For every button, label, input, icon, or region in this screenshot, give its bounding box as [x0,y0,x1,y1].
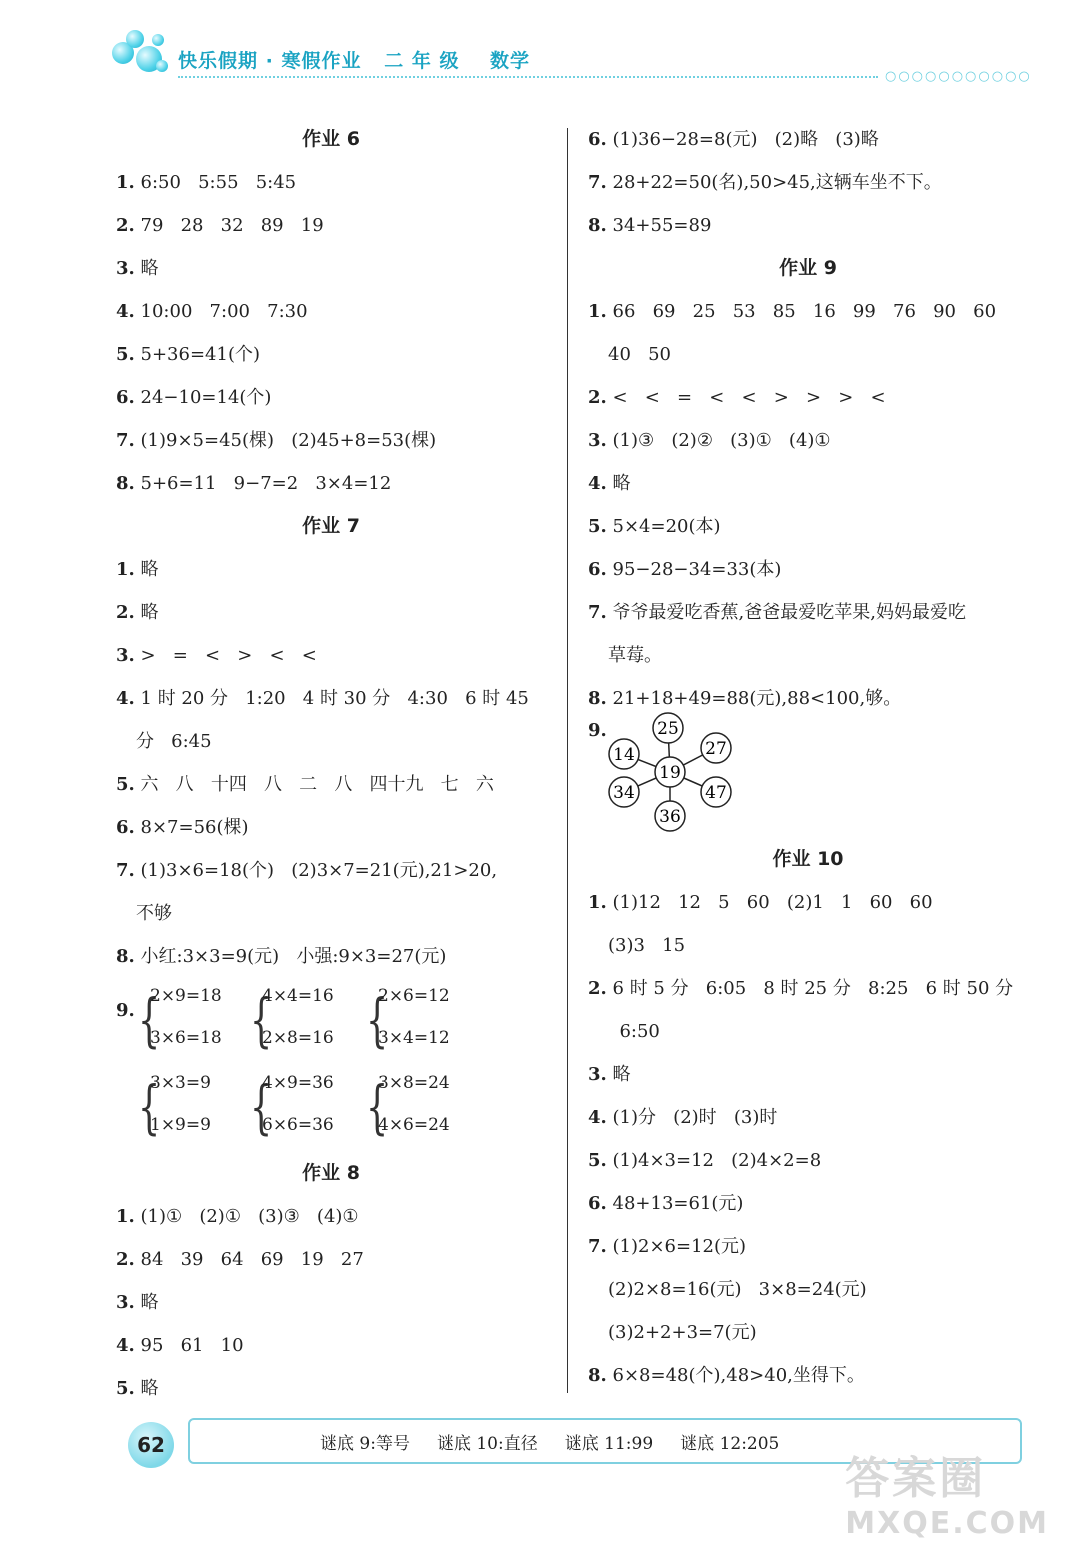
answer-line [588,505,1028,548]
answer-text: 8×7=56(棵) [134,817,249,838]
answer-line [116,677,546,720]
question-number: 9. [116,1000,135,1021]
section-heading: 作业 7 [302,515,360,537]
question-number: 4. [116,301,135,322]
question-number: 7. [588,1236,607,1257]
answer-line [116,591,546,634]
question-number: 1. [588,301,607,322]
answer-line [588,881,1028,924]
question-number: 5. [116,1378,135,1399]
answer-text: 爷爷最爱吃香蕉,爸爸最爱吃苹果,妈妈最爱吃 [606,602,966,623]
question-number: 7. [588,602,607,623]
answer-line [588,548,1028,591]
question-number: 6. [588,559,607,580]
answer-line [588,1096,1028,1139]
answer-text: 略 [134,559,159,580]
answer-text: (1)12 12 5 60 (2)1 1 60 60 [606,892,933,913]
question-number: 6. [588,129,607,150]
answer-line [116,720,546,763]
watermark-logo: 答案圈 MXQE.COM [845,1453,1049,1541]
answer-text: 不够 [136,903,172,924]
column-divider [567,128,568,1393]
answer-text: 34+55=89 [606,215,712,236]
question-number: 4. [588,1107,607,1128]
question-number: 3. [116,258,135,279]
answer-line [588,1182,1028,1225]
answer-text: (1)① (2)① (3)③ (4)① [134,1206,359,1227]
section-heading: 作业 6 [302,128,360,150]
answer-line [116,290,546,333]
answer-text: (2)2×8=16(元) 3×8=24(元) [608,1279,867,1300]
answer-text: (1)36−28=8(元) (2)略 (3)略 [606,129,879,150]
answer-text: 6×8=48(个),48>40,坐得下。 [606,1365,865,1386]
star-node-value: 27 [705,739,727,759]
answer-line [116,419,546,462]
answer-text: 1 时 20 分 1:20 4 时 30 分 4:30 6 时 45 [134,688,529,709]
question-number: 1. [116,1206,135,1227]
question-number: 5. [116,774,135,795]
brace-glyph: { [250,986,273,1054]
header-dots: ○○○○○○○○○○○ [885,69,1032,84]
answer-text: 略 [134,1378,159,1399]
answer-text: 95 61 10 [134,1335,244,1356]
section-heading: 作业 8 [302,1162,360,1184]
answer-text: 草莓。 [608,645,662,666]
answer-line [588,1311,1028,1354]
answer-text: (3)2+2+3=7(元) [608,1322,757,1343]
answer-line [588,462,1028,505]
answer-text: > = < > < < [134,645,317,666]
answer-text: 5×4=20(本) [606,516,721,537]
answer-line [588,967,1028,1010]
answer-text: 40 50 [608,344,671,365]
question-number: 6. [116,817,135,838]
brace-pair [366,978,476,1065]
answer-line [588,1053,1028,1096]
answer-text: 分 6:45 [136,731,212,752]
answer-line [588,290,1028,333]
answer-text: (1)3×6=18(个) (2)3×7=21(元),21>20, [134,860,498,881]
answer-text: 略 [134,1292,159,1313]
answer-line [588,924,1028,967]
answer-text: (1)4×3=12 (2)4×2=8 [606,1150,822,1171]
answer-text: 10:00 7:00 7:30 [134,301,308,322]
question-number: 2. [116,1249,135,1270]
answer-text: (1)分 (2)时 (3)时 [606,1107,778,1128]
answer-line [116,935,546,978]
equation: 4×4=16 [262,986,334,1006]
answer-line [116,204,546,247]
question-number: 1. [116,559,135,580]
answer-text: 66 69 25 53 85 16 99 76 90 60 [606,301,997,322]
answer-text: < < = < < > > > < [606,387,886,408]
answer-line [588,118,1028,161]
question-number: 8. [588,1365,607,1386]
answer-text: 79 28 32 89 19 [134,215,324,236]
brace-glyph: { [366,986,389,1054]
answer-text: 48+13=61(元) [606,1193,744,1214]
equation: 3×6=18 [150,1028,222,1048]
left-column [116,118,546,1410]
header-title: 快乐假期 · 寒假作业 二 年 级 数学 [178,50,530,72]
answer-line [588,161,1028,204]
question-number: 1. [588,892,607,913]
star-node-value: 25 [657,719,679,739]
brace-glyph: { [366,1073,389,1141]
star-node-value: 36 [659,807,681,827]
question-number: 3. [588,1064,607,1085]
star-node-value: 34 [613,783,635,803]
answer-line [588,1268,1028,1311]
section-heading: 作业 9 [779,257,837,279]
equation: 4×6=24 [378,1115,450,1135]
star-node-value: 19 [659,763,681,783]
answer-text: (1)9×5=45(棵) (2)45+8=53(棵) [134,430,437,451]
answer-line [588,591,1028,634]
equation: 3×4=12 [378,1028,450,1048]
star-node-value: 14 [613,745,635,765]
equation: 4×9=36 [262,1073,334,1093]
equation: 6×6=36 [262,1115,334,1135]
answer-line [116,462,546,505]
equation-group [116,1065,546,1152]
star-node-value: 47 [705,783,727,803]
question-number: 8. [588,688,607,709]
equation: 1×9=9 [150,1115,211,1135]
equation: 3×3=9 [150,1073,211,1093]
answer-text: (1)③ (2)② (3)① (4)① [606,430,831,451]
question-number: 6. [116,387,135,408]
question-number: 5. [116,344,135,365]
question-number: 1. [116,172,135,193]
answer-line [116,247,546,290]
question-number: 4. [588,473,607,494]
equation: 2×9=18 [150,986,222,1006]
answer-line [116,849,546,892]
answer-line [116,806,546,849]
answer-text: (1)2×6=12(元) [606,1236,747,1257]
answer-line [116,763,546,806]
question-number: 2. [588,978,607,999]
header-divider [178,76,878,78]
answer-text: 6 时 5 分 6:05 8 时 25 分 8:25 6 时 50 分 [606,978,1014,999]
answer-line [116,1195,546,1238]
answer-line [116,333,546,376]
answer-text: 六 八 十四 八 二 八 四十九 七 六 [134,774,494,795]
brace-glyph: { [250,1073,273,1141]
page-footer [0,1400,1079,1541]
answer-line [588,376,1028,419]
answer-line [588,634,1028,677]
brace-pair [138,978,248,1065]
answer-text: 略 [606,473,631,494]
answer-line [116,376,546,419]
answer-text: 小红:3×3=9(元) 小强:9×3=27(元) [134,946,447,967]
question-number: 4. [116,1335,135,1356]
equation: 2×8=16 [262,1028,334,1048]
answer-text: 5+6=11 9−7=2 3×4=12 [134,473,392,494]
question-number: 8. [588,215,607,236]
answer-line [116,1238,546,1281]
answer-text: 略 [134,258,159,279]
answer-line [588,204,1028,247]
answer-line [588,1139,1028,1182]
answer-text: 21+18+49=88(元),88<100,够。 [606,688,902,709]
brace-pair [250,1065,360,1152]
equation-group [116,978,546,1065]
answer-line [116,548,546,591]
answer-text: 28+22=50(名),50>45,这辆车坐不下。 [606,172,942,193]
page-header [0,0,1079,95]
equation: 3×8=24 [378,1073,450,1093]
answer-text: 6:50 5:55 5:45 [134,172,297,193]
question-number: 7. [116,430,135,451]
question-number: 5. [588,1150,607,1171]
answer-text: 95−28−34=33(本) [606,559,782,580]
brace-pair [250,978,360,1065]
answer-line [116,634,546,677]
question-number: 3. [588,430,607,451]
answer-text: 24−10=14(个) [134,387,272,408]
answer-text: 5+36=41(个) [134,344,260,365]
equation: 2×6=12 [378,986,450,1006]
answer-line [116,161,546,204]
answer-text: 84 39 64 69 19 27 [134,1249,364,1270]
question-number: 8. [116,473,135,494]
page-number: 62 [128,1422,174,1468]
answer-line [116,1324,546,1367]
answer-line [588,1354,1028,1397]
question-number: 3. [116,1292,135,1313]
question-number: 8. [116,946,135,967]
answer-line [116,892,546,935]
question-number: 9. [588,720,607,741]
answer-line [588,333,1028,376]
answer-line [588,1225,1028,1268]
question-number: 5. [588,516,607,537]
right-column [588,118,1028,1397]
section-heading: 作业 10 [772,848,844,870]
question-number: 2. [588,387,607,408]
question-number: 3. [116,645,135,666]
answer-line [588,419,1028,462]
answer-line [588,1010,1028,1053]
question-number: 2. [116,602,135,623]
answer-text: 略 [606,1064,631,1085]
brace-pair [366,1065,476,1152]
question-number: 7. [116,860,135,881]
question-number: 6. [588,1193,607,1214]
number-star-diagram [588,720,1028,838]
answer-text: 6:50 [608,1021,660,1042]
question-number: 4. [116,688,135,709]
brace-pair [138,1065,248,1152]
brace-glyph: { [138,986,161,1054]
riddle-answers: 谜底 9:等号 谜底 10:直径 谜底 11:99 谜底 12:205 [320,1434,780,1454]
question-number: 2. [116,215,135,236]
question-number: 7. [588,172,607,193]
brace-glyph: { [138,1073,161,1141]
bubbles-logo-icon [112,28,172,78]
answer-line [116,1281,546,1324]
answer-text: 略 [134,602,159,623]
star-svg [602,706,752,836]
answer-text: (3)3 15 [608,935,686,956]
